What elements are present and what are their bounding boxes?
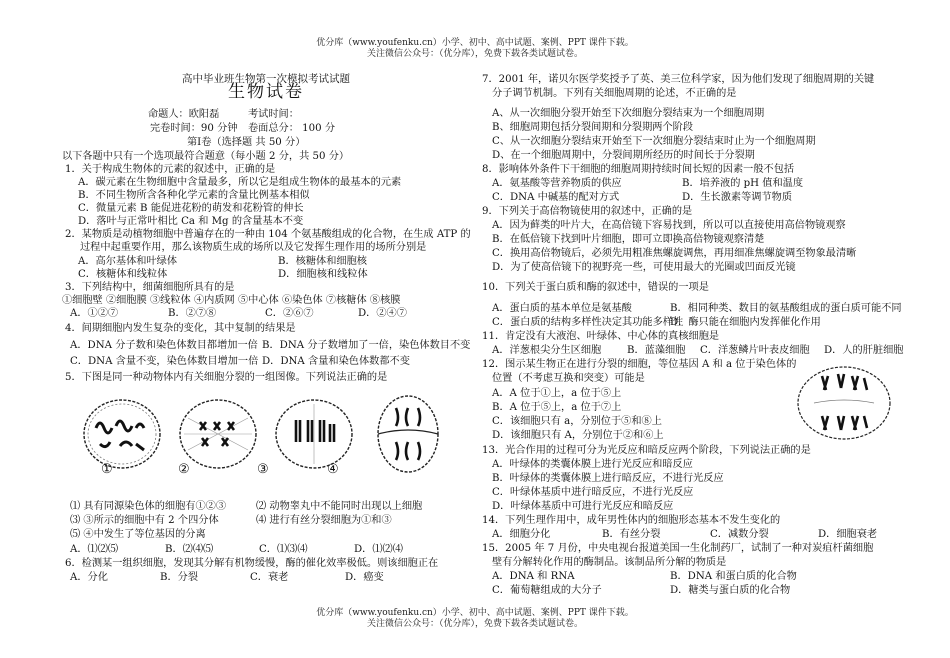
q14-option-c: C．减数分裂 — [710, 529, 769, 540]
q7-option-c: C、从一次细胞分裂结束开始至下一次细胞分裂结束时止为一个细胞周期 — [492, 136, 816, 147]
q5-statement-5: ⑸ ④中发生了等位基因的分离 — [70, 529, 206, 540]
q13-option-a: A．叶绿体的类囊体膜上进行光反应和暗反应 — [492, 459, 693, 470]
q10-option-d: D．酶只能在细胞内发挥催化作用 — [670, 317, 821, 328]
q11-option-d: D．人的肝脏细胞 — [824, 345, 904, 356]
q8-option-a: A．氨基酸等营养物质的供应 — [492, 178, 622, 189]
q4-stem: 4．间期细胞内发生复杂的变化，其中复制的结果是 — [65, 323, 296, 334]
cell-label-4: ④ — [327, 462, 339, 477]
q11-option-a: A．洋葱根尖分生区细胞 — [492, 345, 602, 356]
q2-option-b: B．核糖体和细胞核 — [278, 256, 367, 267]
q7-option-a: A、从一次细胞分裂开始至下次细胞分裂结束为一个细胞周期 — [492, 108, 765, 119]
q8-option-b: B．培养液的 pH 值和温度 — [682, 178, 804, 189]
exam-time: 考试时间： — [248, 109, 299, 120]
q5-option-c: C．⑴⑶⑷ — [259, 544, 308, 555]
total-score: 卷面总分： 100 分 — [248, 123, 336, 134]
q7-option-d: D、在一个细胞周期中，分裂间期所经历的时间长于分裂期 — [492, 150, 755, 161]
q1-option-d: D．落叶与正常叶相比 Ca 和 Mg 的含量基本不变 — [78, 216, 304, 227]
q5-option-b: B．⑵⑷⑸ — [165, 544, 214, 555]
q7-option-b: B、细胞周期包括分裂间期和分裂期两个阶段 — [492, 122, 694, 133]
cell-figure-2 — [180, 400, 256, 468]
q11-option-b: B．蓝藻细胞 — [627, 345, 686, 356]
q5-statement-2: ⑵ 动物睾丸中不能同时出现以上细胞 — [256, 501, 423, 512]
cell-figure-4 — [378, 396, 438, 472]
q12-stem-cont: 位置（不考虑互换和突变）可能是 — [492, 373, 645, 384]
q13-option-b: B．叶绿体的类囊体膜上进行暗反应，不进行光反应 — [492, 473, 724, 484]
page-footer-line1: 优分库（www.youfenku.cn）小学、初中、高中试题、案例、PPT 课件下载。 — [316, 608, 634, 618]
q14-stem: 14．下列生理作用中，成年男性体内的细胞形态基本不发生变化的 — [482, 515, 781, 526]
cell-label-3: ③ — [257, 462, 269, 477]
q13-option-c: C．叶绿体基质中进行暗反应，不进行光反应 — [492, 487, 694, 498]
section-title: 第Ⅰ卷（选择题 共 50 分） — [187, 137, 306, 148]
q8-stem: 8．影响体外条件下干细胞的细胞周期持续时间长短的因素一般不包括 — [482, 164, 795, 175]
q15-stem: 15．2005 年 7 月份，中央电视台报道美国一生化制药厂，试制了一种对炭疽杆菌细胞 — [482, 543, 874, 554]
q7-stem-cont: 分子调节机制。下列有关细胞周期的论述，不正确的是 — [492, 88, 737, 99]
q15-option-a: A．DNA 和 RNA — [492, 571, 575, 582]
q4-option-a: A．DNA 分子数和染色体数目都增加一倍 — [70, 340, 258, 351]
exam-title: 高中毕业班生物第一次模拟考试试题 — [182, 73, 350, 85]
q6-option-d: D．癌变 — [345, 572, 384, 583]
q13-option-d: D．叶绿体基质中可进行光反应和暗反应 — [492, 501, 674, 512]
q3-option-b: B．②⑦⑧ — [168, 308, 217, 319]
q6-option-c: C．衰老 — [250, 572, 289, 583]
q15-option-b: B．DNA 和蛋白质的化合物 — [670, 571, 797, 582]
q6-option-b: B．分裂 — [160, 572, 199, 583]
q10-option-c: C．蛋白质的结构多样性决定其功能多样性 — [492, 317, 684, 328]
q3-option-a: A．①②⑦ — [70, 308, 119, 319]
q5-statement-3: ⑶ ③所示的细胞中有 2 个四分体 — [70, 515, 219, 526]
cell-figure-3 — [276, 400, 352, 468]
q5-option-d: D．⑴⑵⑷ — [354, 544, 403, 555]
q2-option-a: A．高尔基体和叶绿体 — [78, 256, 178, 267]
q12-cell-figure — [792, 362, 897, 444]
q9-stem: 9．下列关于高倍物镜使用的叙述中，正确的是 — [482, 206, 693, 217]
cell-label-2: ② — [178, 462, 190, 477]
q12-option-d: D．该细胞只有 A，分别位于②和⑥上 — [492, 430, 664, 441]
q5-stem: 5．下图是同一种动物体内有关细胞分裂的一组图像。下列说法正确的是 — [65, 372, 388, 383]
q8-option-d: D．生长激素等调节物质 — [682, 192, 793, 203]
q3-option-c: C．②⑥⑦ — [265, 308, 314, 319]
q11-option-c: C．洋葱鳞片叶表皮细胞 — [700, 345, 810, 356]
q5-statement-4: ⑷ 进行有丝分裂细胞为①和③ — [256, 515, 392, 526]
q10-option-b: B．相同种类、数目的氨基酸组成的蛋白质可能不同 — [670, 303, 902, 314]
q1-option-c: C．微量元素 B 能促进花粉的萌发和花粉管的伸长 — [78, 203, 304, 214]
q9-option-b: B．在低倍镜下找到叶片细胞，即可立即换高倍物镜观察清楚 — [492, 234, 765, 245]
q2-stem-cont: 过程中起重要作用，那么该物质生成的场所以及它发挥生理作用的场所分别是 — [80, 242, 427, 253]
q3-option-d: D．②④⑦ — [358, 308, 407, 319]
q4-option-d: D．DNA 含量和染色体数都不变 — [262, 356, 410, 367]
q4-option-c: C．DNA 含量不变，染色体数目增加一倍 — [70, 356, 259, 367]
q10-option-a: A．蛋白质的基本单位是氨基酸 — [492, 303, 632, 314]
finish-time: 完卷时间：90 分钟 — [150, 123, 238, 134]
page-header-line1: 优分库（www.youfenku.cn）小学、初中、高中试题、案例、PPT 课件下载。 — [316, 38, 634, 48]
q8-option-c: C．DNA 中碱基的配对方式 — [492, 192, 620, 203]
q3-stem: 3．下列结构中，细菌细胞所具有的是 — [65, 282, 235, 293]
q15-option-d: D．糖类与蛋白质的化合物 — [670, 585, 791, 596]
q12-option-b: B．A 位于⑤上，a 位于⑦上 — [492, 402, 622, 413]
q14-option-d: D．细胞衰老 — [818, 529, 878, 540]
q15-option-c: C．葡萄糖组成的大分子 — [492, 585, 602, 596]
q9-option-c: C．换用高倍物镜后，必须先用粗准焦螺旋调焦，再用细准焦螺旋调至物象最清晰 — [492, 248, 857, 259]
q2-option-d: D．细胞核和线粒体 — [278, 269, 368, 280]
instruction: 以下各题中只有一个选项最符合题意（每小题 2 分，共 50 分） — [62, 151, 350, 162]
q10-stem: 10．下列关于蛋白质和酶的叙述中，错误的一项是 — [482, 282, 709, 293]
q9-option-a: A．因为藓类的叶片大，在高倍镜下容易找到，所以可以直接使用高倍物镜观察 — [492, 220, 846, 231]
q11-stem: 11．肯定没有大液泡、叶绿体、中心体的真核细胞是 — [482, 331, 720, 342]
q2-stem: 2．某物质是动植物细胞中普遍存在的一种由 104 个氨基酸组成的化合物，在生成 ATP 的 — [65, 229, 471, 240]
q6-option-a: A．分化 — [70, 572, 108, 583]
cell-label-1: ① — [101, 462, 113, 477]
page-footer-line2: 关注微信公众号：（优分库），免费下载各类试题试卷。 — [366, 619, 583, 629]
q14-option-b: B．有丝分裂 — [602, 529, 661, 540]
q15-stem-cont: 壁有分解转化作用的酶制品。该制品所分解的物质是 — [492, 557, 727, 568]
page-header-line2: 关注微信公众号：（优分库），免费下载各类试题试卷。 — [366, 49, 583, 59]
q5-statement-1: ⑴ 具有同源染色体的细胞有①②③ — [70, 501, 227, 512]
q1-option-b: B．不同生物所含各种化学元素的含量比例基本相似 — [78, 190, 310, 201]
author: 命题人：欧阳磊 — [148, 109, 220, 120]
cell-figure-1 — [84, 400, 160, 468]
q13-stem: 13．光合作用的过程可分为光反应和暗反应两个阶段，下列说法正确的是 — [482, 445, 811, 456]
q4-option-b: B．DNA 分子数增加了一倍，染色体数目不变 — [262, 340, 471, 351]
q12-option-c: C．该细胞只有 a，分别位于⑤和⑧上 — [492, 416, 662, 427]
subject-title: 生物试卷 — [228, 82, 304, 102]
q12-stem: 12．图示某生物正在进行分裂的细胞，等位基因 A 和 a 位于染色体的 — [482, 359, 797, 370]
q3-list: ①细胞壁 ②细胞膜 ③线粒体 ④内质网 ⑤中心体 ⑥染色体 ⑦核糖体 ⑧核膜 — [62, 295, 401, 306]
q1-stem: 1．关于构成生物体的元素的叙述中，正确的是 — [65, 164, 276, 175]
q7-stem: 7．2001 年，诺贝尔医学奖授予了英、美三位科学家，因为他们发现了细胞周期的关键 — [482, 74, 875, 85]
q12-option-a: A．A 位于①上，a 位于⑤上 — [492, 388, 622, 399]
q2-option-c: C．核糖体和线粒体 — [78, 269, 168, 280]
q14-option-a: A．细胞分化 — [492, 529, 551, 540]
q5-option-a: A．⑴⑵⑸ — [70, 544, 119, 555]
q9-option-d: D．为了使高倍镜下的视野亮一些，可使用最大的光圈或凹面反光镜 — [492, 262, 796, 273]
q6-stem: 6．检测某一组织细胞，发现其分解有机物缓慢，酶的催化效率极低。则该细胞正在 — [65, 558, 439, 569]
q1-option-a: A．碳元素在生物细胞中含量最多，所以它是组成生物体的最基本的元素 — [78, 177, 402, 188]
